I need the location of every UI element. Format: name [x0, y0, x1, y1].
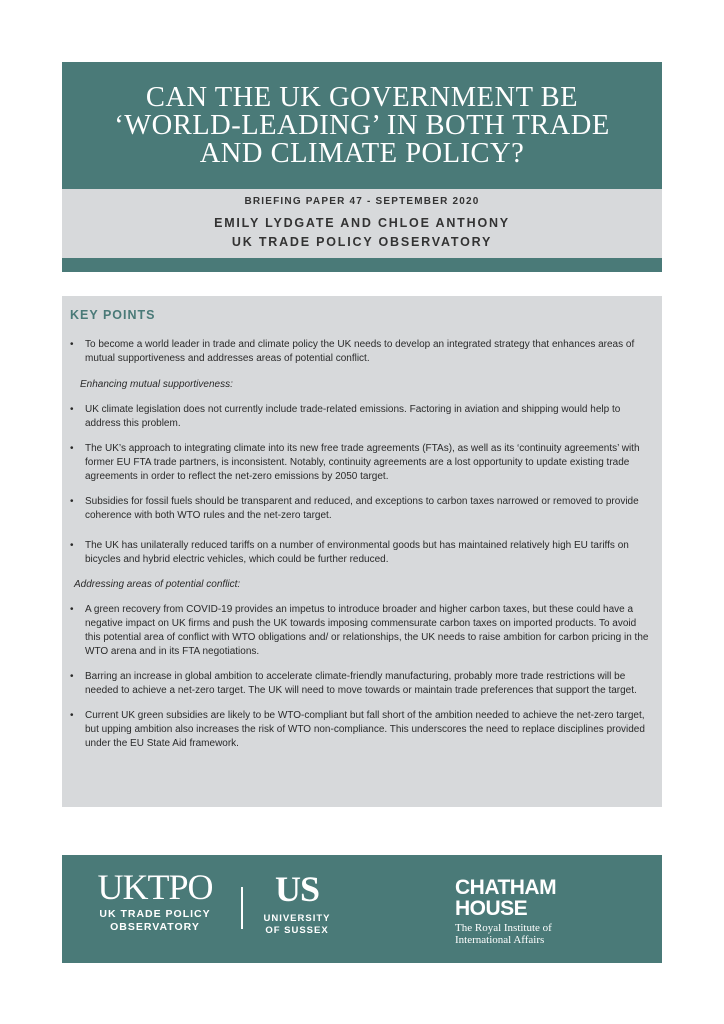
conflict-list — [70, 603, 662, 751]
organisation-line: UK TRADE POLICY OBSERVATORY — [231, 235, 493, 249]
key-points-panel — [62, 296, 662, 807]
list-item: • The UK has unilaterally reduced tariffs on a number of environmental goods but has maintained relatively high EU tariffs on bicycles and hybrid electric vehicles, which could be further reduced. — [70, 539, 652, 567]
sussex-subtitle: UNIVERSITY OF SUSSEX — [263, 913, 331, 936]
list-item: • UK climate legislation does not currently include trade-related emissions. Factoring in aviation and shipping would help to address this problem. — [70, 403, 652, 431]
list-item: • Current UK green subsidies are likely to be WTO-compliant but fall short of the ambition needed to achieve the net-zero target, but upping ambition also increases the risk of WTO non-compliance. This underscores the need to replace disciplines provided under the EU State Aid framework. — [70, 709, 652, 751]
supportiveness-list — [70, 403, 662, 567]
sussex-logo — [255, 871, 339, 937]
sussex-wordmark: US — [274, 869, 320, 909]
uktpo-logo — [80, 869, 230, 934]
logo-divider — [241, 887, 243, 929]
authors-line: EMILY LYDGATE AND CHLOE ANTHONY — [214, 216, 510, 230]
list-item: • To become a world leader in trade and climate policy the UK needs to develop an integrated strategy that enhances areas of mutual supportiveness and addresses areas of potential conflict. — [70, 338, 652, 366]
series-line: BRIEFING PAPER 47 - SEPTEMBER 2020 — [244, 196, 480, 207]
title-banner — [62, 62, 662, 189]
uktpo-wordmark: UKTPO — [97, 867, 213, 907]
section-heading-conflict: Addressing areas of potential conflict: — [74, 579, 241, 590]
list-item: • Barring an increase in global ambition to accelerate climate-friendly manufacturing, probably more trade restrictions will be needed to achieve a net-zero target. The UK will need to move towards or maintain trade preferences that support the target. — [70, 670, 652, 698]
key-points-heading: KEY POINTS — [70, 308, 156, 322]
list-item: • The UK’s approach to integrating climate into its new free trade agreements (FTAs), as well as its ‘continuity agreements’ with former EU FTA trade partners, is inconsistent. Notably, continuity agreements are a lost opportunity to update existing trade agreements in order to reflect the net-zero emissions by 2050 target. — [70, 442, 652, 484]
meta-banner — [62, 189, 662, 258]
document-title: CAN THE UK GOVERNMENT BE ‘WORLD-LEADING’ IN BOTH TRADE AND CLIMATE POLICY? — [114, 81, 610, 169]
intro-list — [70, 338, 662, 366]
chatham-house-tagline: The Royal Institute of International Affairs — [455, 922, 552, 946]
accent-bar — [62, 258, 662, 272]
list-item: • Subsidies for fossil fuels should be transparent and reduced, and exceptions to carbon taxes narrowed or removed to provide coherence with both WTO rules and the net-zero target. — [70, 495, 652, 523]
chatham-house-logo — [455, 877, 556, 946]
uktpo-subtitle: UK TRADE POLICY OBSERVATORY — [99, 908, 211, 933]
list-item: • A green recovery from COVID-19 provides an impetus to introduce broader and higher carbon taxes, but these could have a negative impact on UK firms and push the UK towards imposing commensurate carbon taxes on imported products. To avoid this potential area of conflict with WTO obligations and/ or relationships, the UK needs to raise ambition for carbon pricing in the WTO arena and in its FTA negotiations. — [70, 603, 652, 659]
section-heading-supportiveness: Enhancing mutual supportiveness: — [80, 379, 233, 390]
chatham-house-wordmark: CHATHAM HOUSE — [455, 876, 557, 920]
footer-logos — [62, 855, 662, 963]
